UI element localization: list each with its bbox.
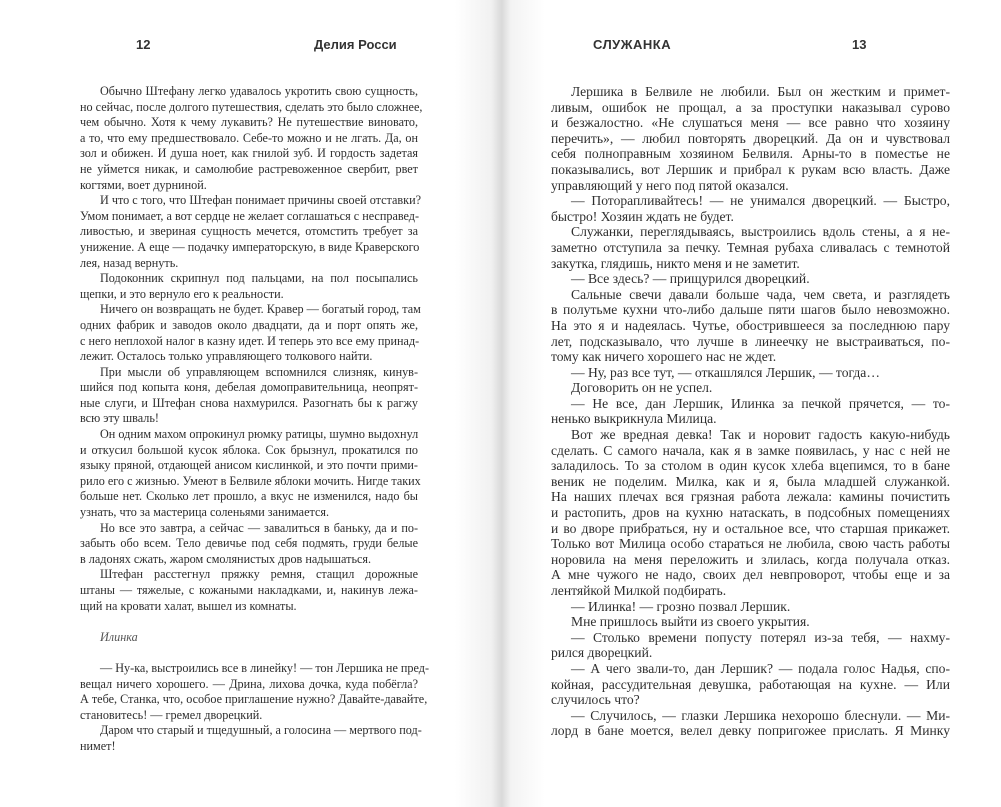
- text-line: в полутьме кухни что-либо дальше пяти шагов было невозможно.: [551, 302, 950, 318]
- text-line: Лершика в Белвиле не любили. Был он жестким и примет-: [571, 84, 950, 99]
- text-line: щепки, и это вернуло его к реальности.: [80, 286, 284, 301]
- text-line: рился дворецкий.: [551, 645, 653, 661]
- text-line: Только вот Милица особо стараться не любила, свою часть работы: [551, 536, 950, 552]
- text-line: Даром что старый и тщедушный, а голосина — мертвого под-: [100, 723, 422, 738]
- text-line: чем обычно. Хотя к чему лукавить? Не путешествие виновато,: [80, 115, 418, 130]
- text-line: лея, назад вернуть.: [80, 255, 179, 270]
- paragraph: [551, 599, 950, 615]
- text-line: И что с того, что Штефан понимает причины своей отставки?: [100, 193, 422, 208]
- text-line: всю эту шваль!: [80, 411, 159, 426]
- text-line: заметно отступила за печку. Темная рубаха сливалась с темнотой: [551, 239, 950, 255]
- text-line: щий на кровати халат, вышел из комнаты.: [80, 598, 297, 613]
- text-line: Умом понимает, а вот сердце не желает соглашаться с несправед-: [80, 208, 420, 223]
- text-line: ливостью, и звериная сущность мечется, отомстить требует за: [80, 224, 418, 239]
- paragraph: [551, 193, 950, 224]
- text-line: перечить», — любил повторять дворецкий. Да он и чувствовал: [551, 130, 950, 146]
- paragraph: [80, 660, 430, 723]
- page-body: [80, 84, 430, 755]
- text-line: — Столько времени попусту потерял из-за тебя, — нахму-: [571, 629, 950, 645]
- text-line: Обычно Штефану легко удавалось укротить свою сущность,: [100, 84, 418, 98]
- text-line: — Поторапливайтесь! — не унимался дворецкий. — Быстро,: [571, 193, 950, 209]
- left-page: [80, 0, 430, 807]
- text-line: забыть обо всем. Тело девичье под себя подмять, груди белые: [80, 536, 418, 551]
- text-line: штаны — тяжелые, с кожаными накладками, и, накинув лежа-: [80, 583, 418, 597]
- text-line: и растопить, дров на кухню натаскать, в подсобных помещениях: [551, 505, 950, 521]
- text-line: Договорить он не успел.: [571, 380, 713, 396]
- text-line: и откусил большой кусок яблока. Сок брызнул, прокатился по: [80, 442, 418, 457]
- text-line: и во дворе прибраться, ну и остальное все, что старшая прикажет.: [551, 520, 950, 536]
- text-line: становитесь! — гремел дворецкий.: [80, 707, 263, 722]
- text-line: — А чего звали-то, дан Лершик? — подала голос Надья, спо-: [571, 660, 950, 676]
- text-line: Он одним махом опрокинул рюмку ратицы, шумно выдохнул: [100, 427, 419, 442]
- paragraph: [80, 567, 418, 614]
- text-line: — Все здесь? — прищурился дворецкий.: [571, 271, 810, 287]
- paragraph: [80, 365, 418, 427]
- text-line: когтями, воет дурниной.: [80, 177, 207, 192]
- paragraph: [80, 723, 422, 754]
- running-head-author: Делия Росси: [314, 37, 397, 52]
- text-line: больше нет. Сколько лет прошло, а вкус не изменился, надо бы: [80, 489, 418, 504]
- text-line: тому как ничего хорошего нас не ждет.: [551, 349, 777, 365]
- text-line: Вот же вредная девка! Так и норовит гадость какую-нибудь: [571, 427, 950, 443]
- text-line: А тебе, Станка, что, особое приглашение нужно? Давайте-давайте,: [80, 692, 428, 707]
- text-line: — Илинка! — грозно позвал Лершик.: [571, 598, 791, 614]
- text-line: — Случилось, — глазки Лершика нехорошо блеснули. — Ми-: [571, 707, 950, 723]
- text-line: не уймется никак, и самолюбие растревоженное свербит, рвет: [80, 161, 418, 176]
- page-number: 13: [852, 37, 867, 52]
- running-head-title: СЛУЖАНКА: [593, 37, 672, 52]
- text-line: лорд в бане моется, велел девку попригожее прислать. Я Минку: [551, 723, 950, 739]
- text-line: Служанки, переглядываясь, выстроились вдоль стены, а я не-: [571, 224, 950, 240]
- paragraph: [80, 84, 423, 193]
- paragraph: [551, 396, 950, 427]
- text-line: сделать. С самого начала, как я в замке появилась, у нас с ней не: [551, 442, 950, 458]
- text-line: закутка, глядишь, никто меня и не заметит.: [551, 255, 800, 271]
- text-line: Мне пришлось выйти из своего укрытия.: [571, 614, 810, 630]
- text-line: и безжалостно. «Не слушаться меня — все равно что хозяину: [551, 115, 950, 131]
- paragraph: [80, 271, 418, 302]
- text-line: а то, что ему предшествовало. Себе-то можно и не лгать. Да, он: [80, 130, 418, 145]
- paragraph: [551, 614, 950, 630]
- text-line: Сальные свечи давали больше чада, чем света, и разглядеть: [571, 286, 950, 302]
- text-line: — Не все, дан Лершик, Илинка за печкой прячется, — то-: [571, 395, 950, 411]
- paragraph: [80, 193, 422, 271]
- section-heading: Илинка: [100, 629, 138, 644]
- text-line: вещал ничего хорошего. — Дрина, лихова дочка, куда побёгла?: [80, 676, 418, 691]
- text-line: но сейчас, после долгого путешествия, сделать это было сложнее,: [80, 99, 423, 114]
- text-line: себя полноправным хозяином Белвиля. Арны-то в поместье не: [551, 146, 950, 162]
- text-line: одних фабрик и заводов около двадцати, да и порт опять же,: [80, 317, 418, 332]
- paragraph: [80, 302, 421, 364]
- text-line: — Ну, раз все тут, — откашлялся Лершик, — тогда…: [571, 364, 880, 380]
- text-line: рило его с жизнью. Умеют в Белвиле яблоки мочить. Нигде таких: [80, 473, 421, 488]
- text-line: случилось что?: [551, 692, 640, 708]
- paragraph: [80, 521, 418, 568]
- text-line: нимет!: [80, 738, 116, 753]
- paragraph: [551, 287, 950, 365]
- text-line: Штефан расстегнул пряжку ремня, стащил дорожные: [100, 567, 418, 582]
- paragraph: [551, 380, 950, 396]
- paragraph: [551, 708, 950, 739]
- blank-line: [80, 614, 418, 630]
- text-line: в ладонях сжать, жаром смолянистых дров надышаться.: [80, 551, 372, 566]
- book-gutter-shadow: [455, 0, 545, 807]
- text-line: — Ну-ка, выстроились все в линейку! — тон Лершика не пред-: [100, 660, 430, 675]
- paragraph: [551, 224, 950, 271]
- text-line: Ничего он возвращать не будет. Кравер — богатый город, там: [100, 302, 421, 317]
- paragraph: [551, 271, 950, 287]
- text-line: ненько выкрикнула Милица.: [551, 411, 717, 427]
- text-line: А мне чужого не надо, своих дел невпроворот, чтобы еще и за: [551, 567, 950, 583]
- text-line: унижение. А еще — подачку императорскую, в виде Краверского: [80, 239, 420, 254]
- text-line: лентяйкой Милкой подбирать.: [551, 583, 727, 598]
- text-line: ные слуги, и Штефан снова нахмурился. Разогнать бы к рагжу: [80, 395, 418, 410]
- text-line: быстро! Хозяин ждать не будет.: [551, 208, 734, 224]
- text-line: На наших плечах вся грязная работа лежала: камины почистить: [551, 489, 950, 505]
- paragraph: [551, 661, 950, 708]
- text-line: заладилось. То за столом в один кусок хлеба вцепимся, то в бане: [551, 458, 950, 474]
- blank-line: [80, 645, 418, 661]
- paragraph: [551, 84, 950, 193]
- text-line: показывались, вот Лершик и прибрал к рукам всю власть. Даже: [551, 161, 950, 177]
- paragraph: [80, 427, 421, 521]
- paragraph: [551, 630, 950, 661]
- text-line: При мысли об управляющем вспомнился слизняк, кинув-: [100, 364, 418, 379]
- text-line: На это я и надеялась. Чутье, обострившееся за последнюю пару: [551, 317, 950, 333]
- page-number: 12: [136, 37, 151, 52]
- text-line: управляющий у него под пятой оказался.: [551, 177, 789, 193]
- text-line: лежит. Осталось только управляющего толкового найти.: [80, 349, 373, 364]
- text-line: норовила на меня переложить и злилась, когда получала отказ.: [551, 551, 950, 567]
- text-line: лет, подсказывало, что лучше в линеечку не выстраиваться, по-: [551, 333, 950, 349]
- text-line: узнать, что за мастерица соленьями занимается.: [80, 505, 330, 520]
- text-line: с него неплохой налог в казну идет. И теперь это все ему принад-: [80, 333, 420, 348]
- text-line: ливым, ошибок не прощал, а за проступки наказывал сурово: [551, 99, 950, 115]
- paragraph: [551, 365, 950, 381]
- text-line: шийся под копыта коня, дебелая домоправительница, неопрят-: [80, 380, 418, 395]
- text-line: веник не поделим. Милка, как и я, была младшей служанкой.: [551, 473, 950, 489]
- text-line: зол и обижен. И душа ноет, как гнилой зуб. И гордость задетая: [80, 146, 418, 161]
- text-line: койная, рассудительная девушка, работающая на кухне. — Или: [551, 676, 950, 692]
- paragraph: [551, 427, 950, 599]
- text-line: Но все это завтра, а сейчас — завалиться в баньку, да и по-: [100, 520, 418, 535]
- page-body: [551, 84, 950, 739]
- text-line: языку пряной, отдающей анисом кислинкой, и это почти прими-: [80, 458, 418, 473]
- text-line: Подоконник скрипнул под пальцами, на пол посыпались: [100, 271, 418, 286]
- right-page: [551, 0, 950, 807]
